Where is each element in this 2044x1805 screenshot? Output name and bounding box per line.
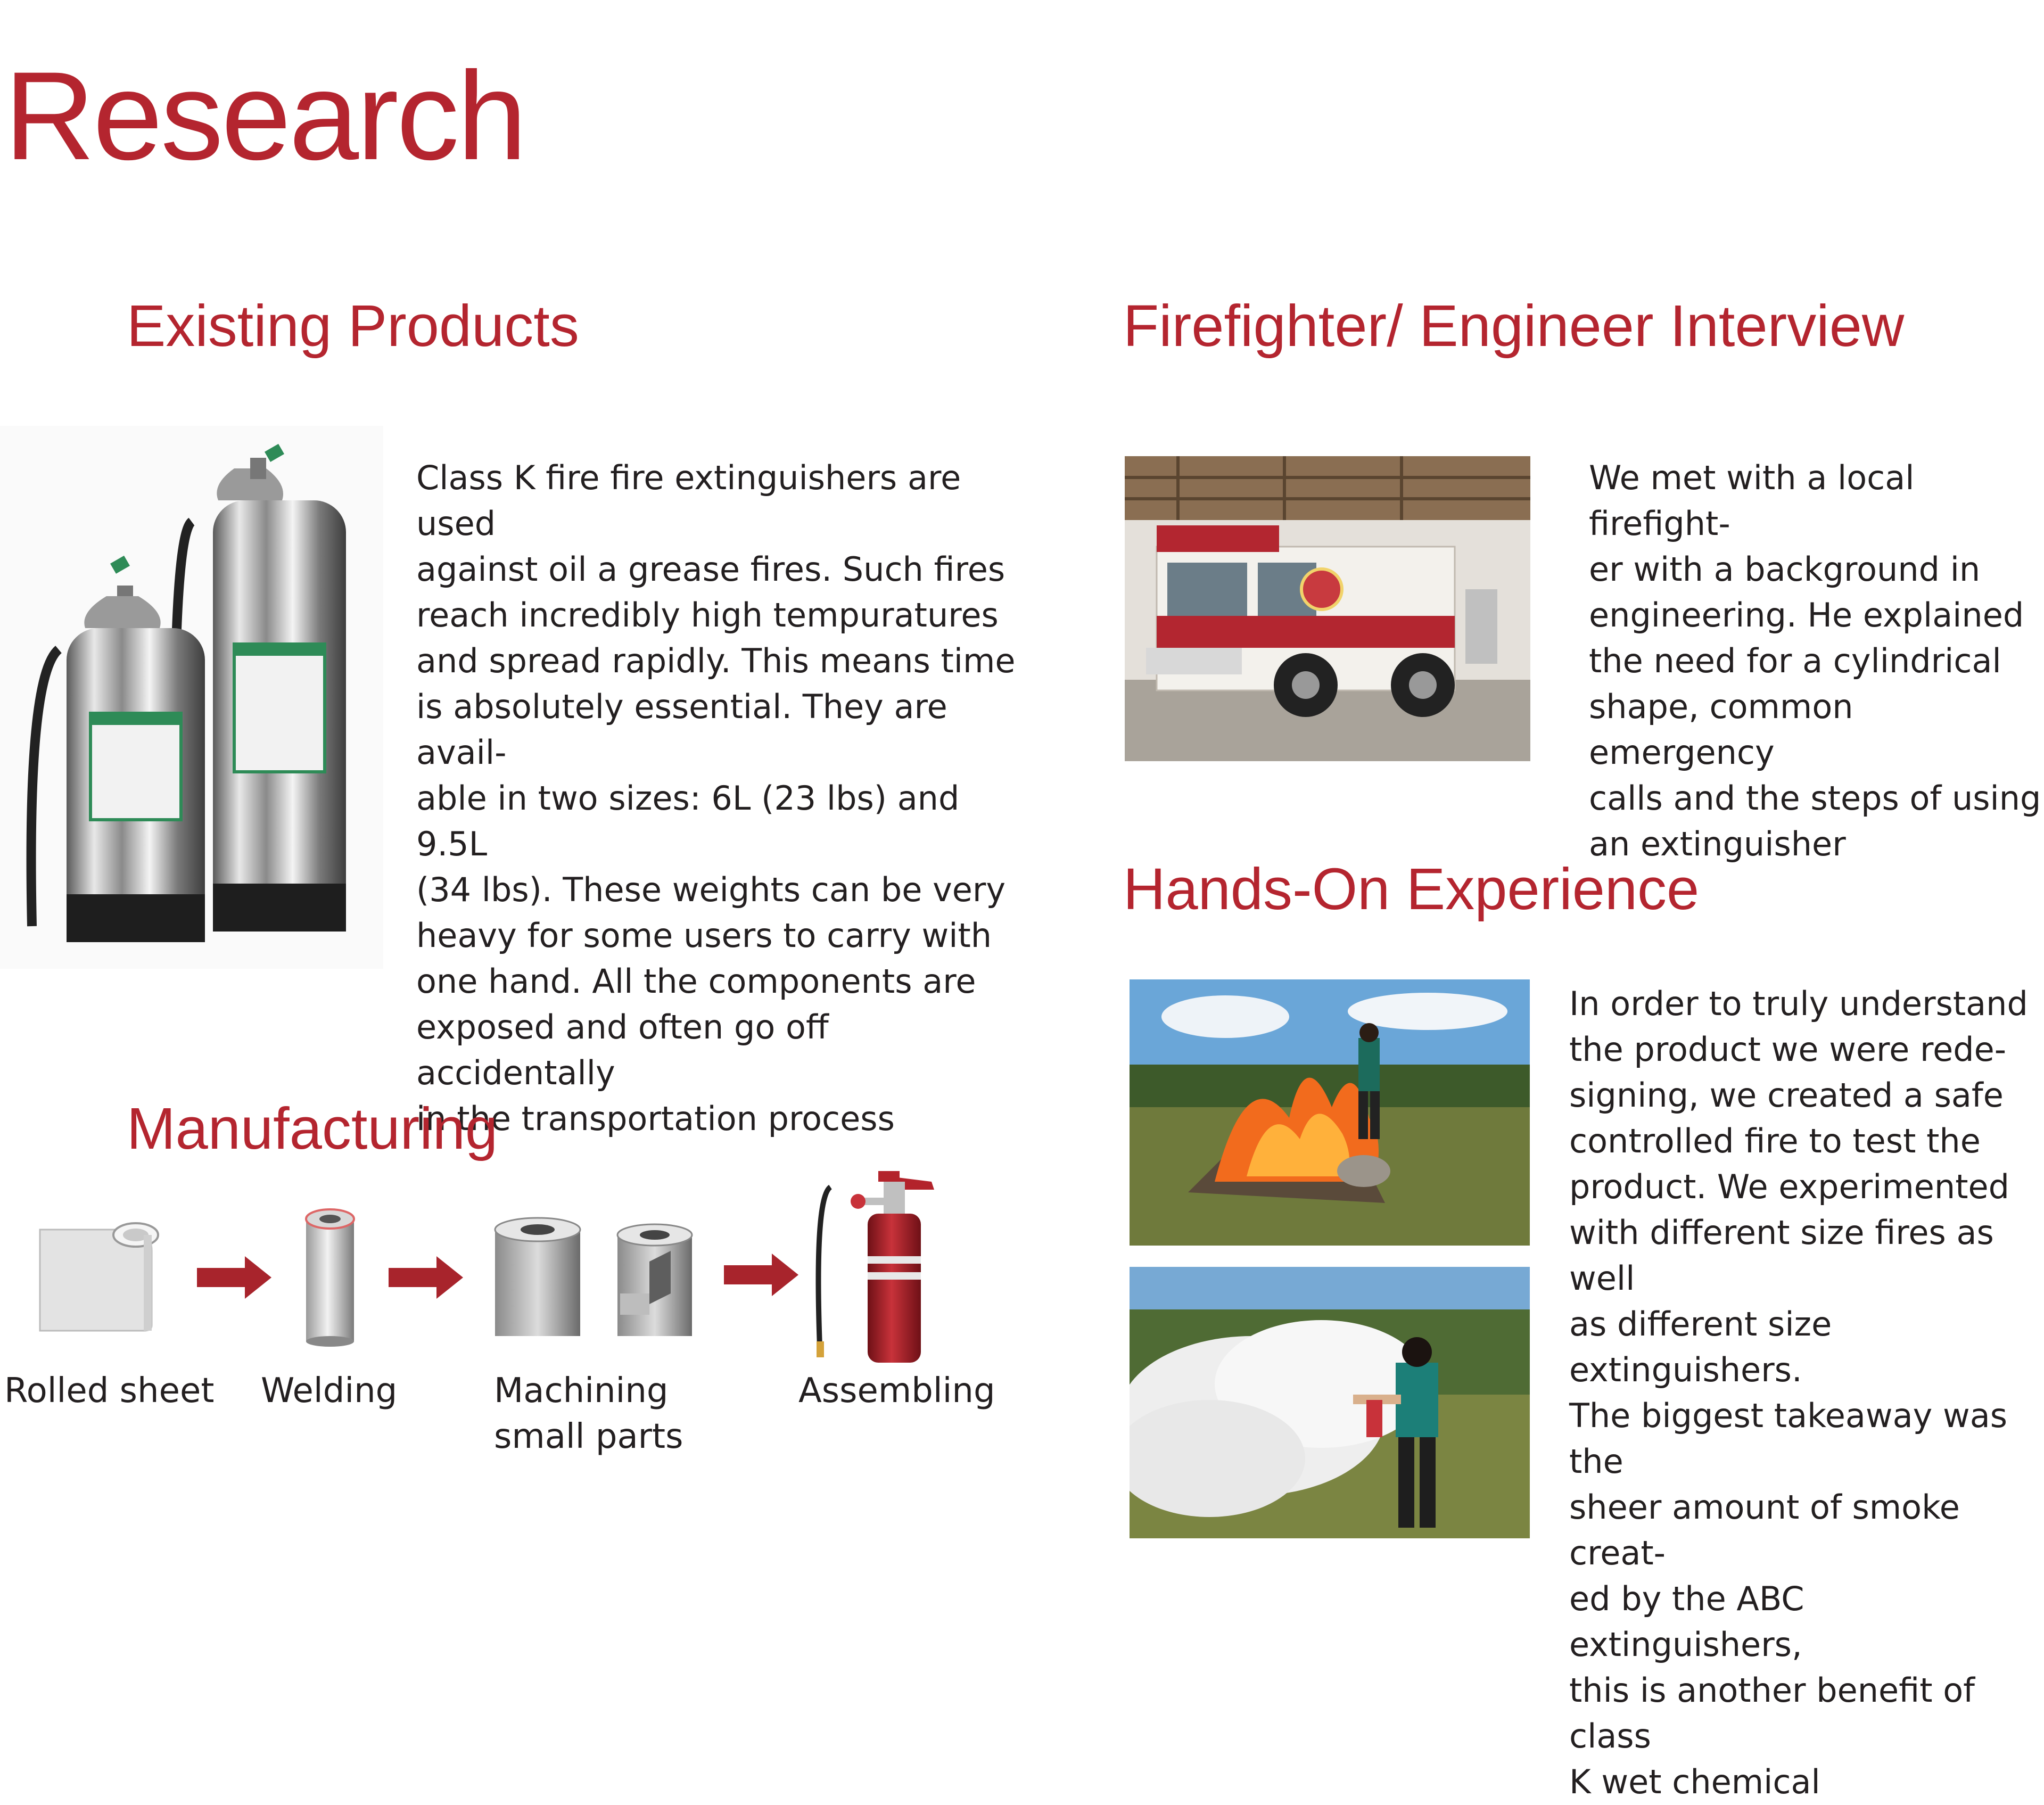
hands-on-heading: Hands-On Experience (1123, 856, 1700, 922)
step-label-rolled-sheet: Rolled sheet (4, 1371, 215, 1411)
page-title: Research (4, 46, 525, 186)
step-label-machining: Machining small parts (494, 1371, 683, 1456)
existing-products-text: Class K fire fire extinguishers are used against oil a grease fires. Such fires reach incredibly high tempuratures and spread rapidly. This means time is absolutely essential. They are avail- able in two sizes: 6L (23 lbs) and 9.5L (34 lbs). These weights can be very heavy for some users to carry with one hand. All the components are exposed and often go off accidentally in the transportation process (416, 458, 1016, 1138)
existing-products-heading: Existing Products (127, 293, 579, 359)
fire-extinguishers-photo (0, 426, 383, 969)
step-label-assembling: Assembling (798, 1371, 995, 1411)
manufacturing-heading: Manufacturing (127, 1096, 498, 1161)
step-label-welding: Welding (261, 1371, 398, 1411)
extinguisher-test-photo (1130, 1267, 1530, 1538)
rolled-sheet-icon (37, 1214, 160, 1336)
interview-heading: Firefighter/ Engineer Interview (1123, 293, 1905, 359)
hands-on-text: In order to truly understand the product we were rede- signing, we created a safe controlled fire to test the product. We experimented with different size fires as well as different size extinguishers. The biggest takeaway was the sheer amount of smoke creat- ed by the ABC extinguishers, this is another benefit of class K wet chemical (1569, 984, 2028, 1801)
fire-truck-photo (1125, 456, 1530, 761)
right-arrow-icon (197, 1256, 271, 1299)
right-arrow-icon (724, 1254, 798, 1296)
assembled-extinguisher-icon (809, 1166, 947, 1368)
controlled-fire-photo (1130, 979, 1530, 1246)
right-arrow-icon (389, 1256, 463, 1299)
machined-parts-icon (490, 1214, 708, 1341)
interview-text: We met with a local firefight- er with a background in engineering. He explained the need for a cylindrical shape, common emergency calls and the steps of using an extinguisher (1589, 458, 2041, 863)
welded-cylinder-icon (298, 1203, 362, 1347)
